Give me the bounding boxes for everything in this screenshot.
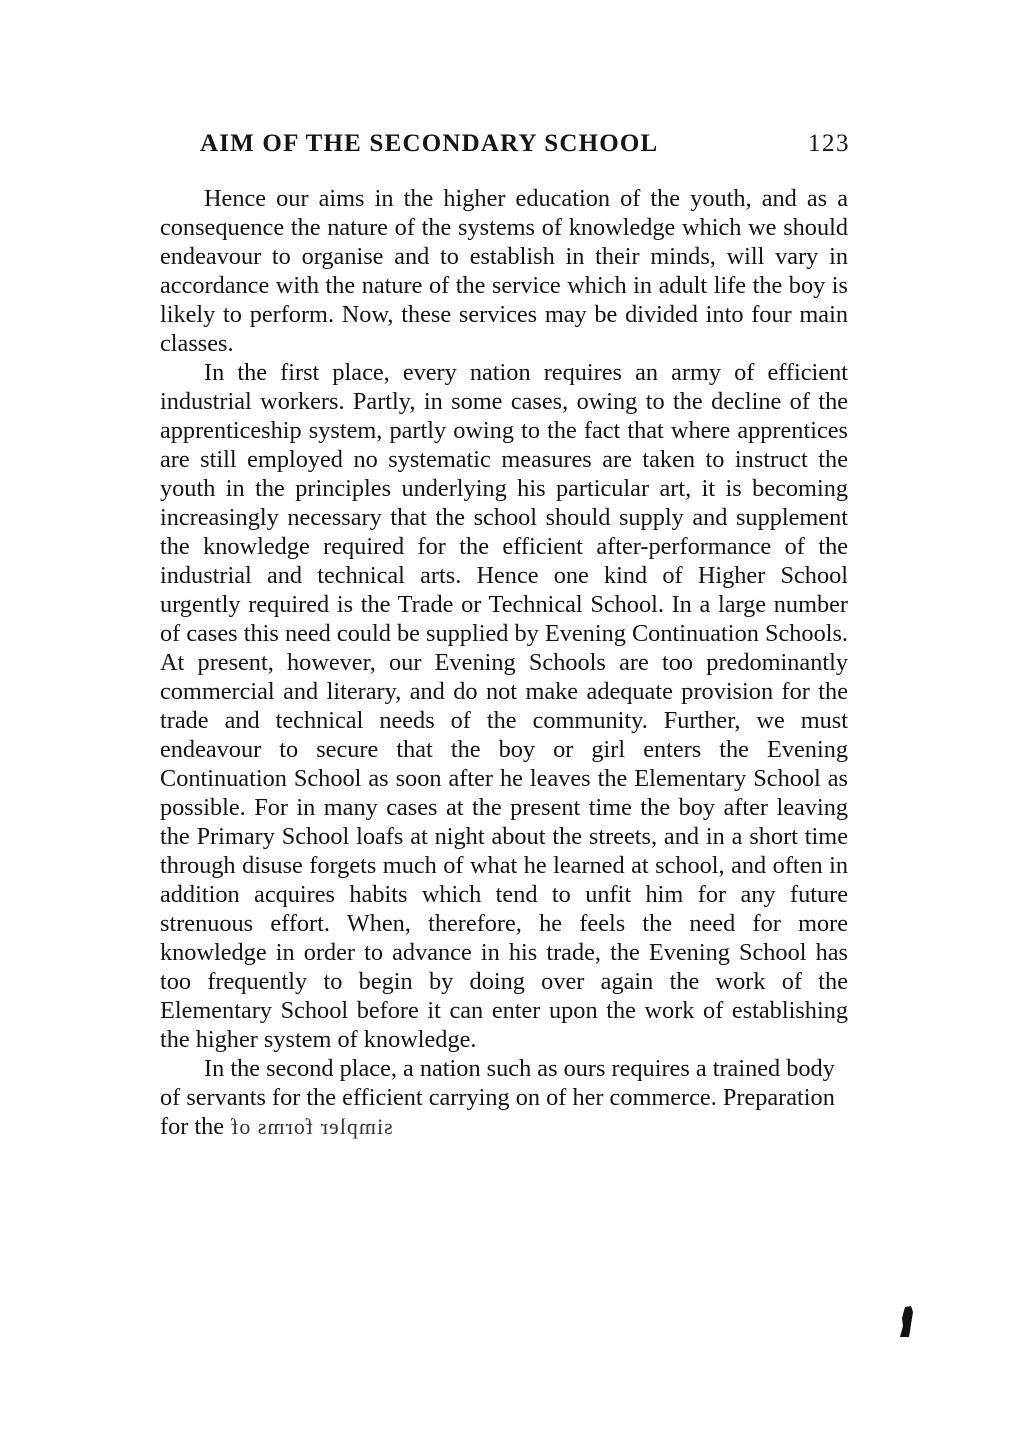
running-header: [200, 130, 850, 166]
paragraph: Hence our aims in the higher education of the youth, and as a consequence the nature of the systems of knowledge which we should endeavour to organise and to establish in their minds, will vary in accordance with the nature of the service which in adult life the boy is likely to perform. Now, these services may be divided into four main classes.: [160, 185, 848, 357]
ink-mark: [898, 1306, 914, 1338]
catchword-text: simpler forms of: [230, 1114, 393, 1139]
paragraph: In the first place, every nation requires an army of efficient industrial workers. Partly, in some cases, owing to the decline of the apprenticeship system, partly owing to the fact that where apprentices are still employed no systematic measures are taken to instruct the youth in the principles underlying his particular art, it is becoming increasingly necessary that the school should supply and supplement the knowledge required for the efficient after-performance of the industrial and technical arts. Hence one kind of Higher School urgently required is the Trade or Technical School. In a large number of cases this need could be supplied by Evening Continuation Schools. At present, however, our Evening Schools are too predominantly commercial and literary, and do not make adequate provision for the trade and technical needs of the community. Further, we must endeavour to secure that the boy or girl enters the Evening Continuation School as soon after he leaves the Elementary School as possible. For in many cases at the present time the boy after leaving the Primary School loafs at night about the streets, and in a short time through disuse forgets much of what he learned at school, and often in addition acquires habits which tend to unfit him for any future strenuous effort. When, therefore, he feels the need for more knowledge in order to advance in his trade, the Evening School has too frequently to begin by doing over again the work of the Elementary School before it can enter upon the work of establishing the higher system of knowledge.: [160, 359, 848, 1053]
paragraph-text: In the second place, a nation such as ours requires a trained body of servants for the efficient carrying on of her commerce. Preparation for the: [160, 1055, 835, 1140]
page-number: 123: [808, 130, 850, 157]
paragraph: [160, 1054, 848, 1141]
body-text: [160, 184, 848, 1141]
running-title: AIM OF THE SECONDARY SCHOOL: [200, 130, 659, 157]
